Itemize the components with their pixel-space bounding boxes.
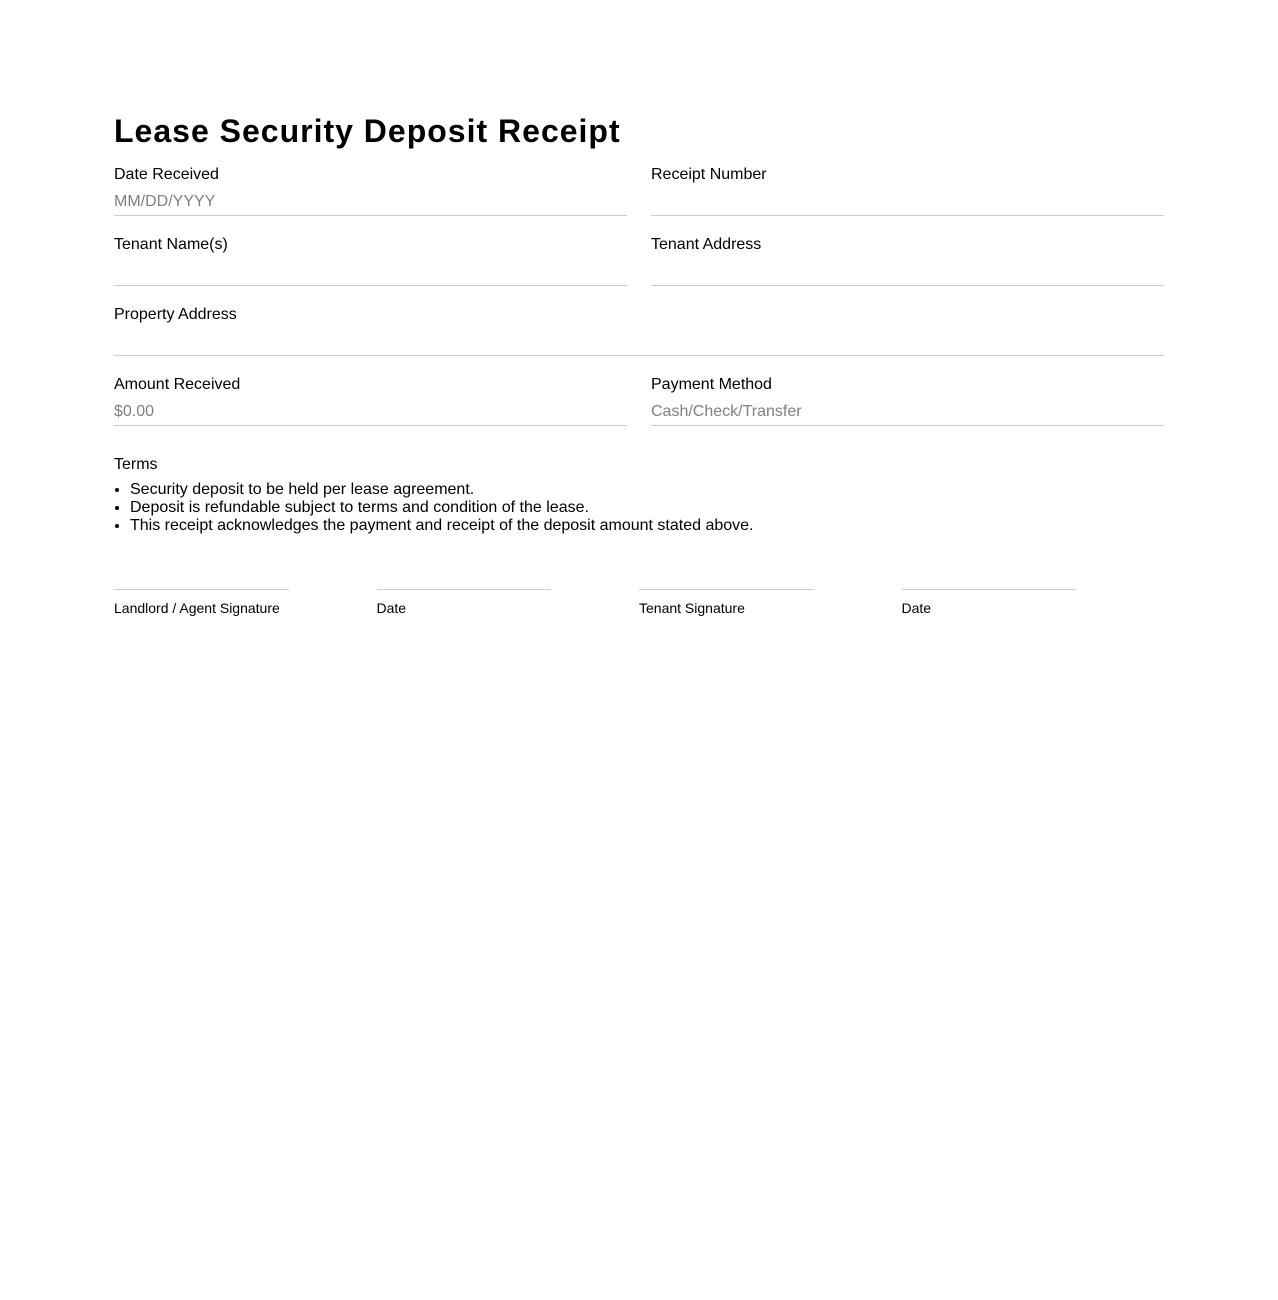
terms-item: • Deposit is refundable subject to terms and condition of the lease. (130, 499, 1164, 517)
landlord-date-line[interactable] (377, 589, 552, 590)
signature-section (114, 589, 1164, 616)
terms-item: • Security deposit to be held per lease agreement. (130, 481, 1164, 499)
date-received-input[interactable] (114, 191, 627, 216)
amount-received-input[interactable] (114, 401, 627, 426)
tenant-signature-label: Tenant Signature (639, 600, 745, 616)
tenant-names-label: Tenant Name(s) (114, 236, 228, 253)
landlord-signature-block (114, 589, 289, 616)
property-address-input[interactable] (114, 331, 1164, 356)
tenant-date-label: Date (901, 600, 932, 616)
receipt-number-field-group (651, 166, 1164, 216)
page-title: Lease Security Deposit Receipt (114, 113, 621, 149)
amount-received-label: Amount Received (114, 376, 241, 393)
amount-received-field-group (114, 376, 627, 426)
payment-method-input[interactable] (651, 401, 1164, 426)
row-property (114, 306, 1164, 356)
property-address-field-group (114, 306, 1164, 356)
receipt-number-input[interactable] (651, 191, 1164, 216)
landlord-signature-line[interactable] (114, 589, 289, 590)
tenant-signature-line[interactable] (639, 589, 814, 590)
receipt-number-label: Receipt Number (651, 166, 767, 183)
tenant-address-label: Tenant Address (651, 236, 762, 253)
terms-list (114, 481, 1164, 535)
tenant-date-line[interactable] (902, 589, 1077, 590)
tenant-names-input[interactable] (114, 261, 627, 286)
landlord-signature-label: Landlord / Agent Signature (114, 600, 280, 616)
tenant-signature-block (639, 589, 814, 616)
row-date-receipt (114, 166, 1164, 216)
property-address-label: Property Address (114, 306, 237, 323)
receipt-form (114, 110, 1164, 616)
tenant-address-input[interactable] (651, 261, 1164, 286)
payment-method-label: Payment Method (651, 376, 772, 393)
tenant-names-field-group (114, 236, 627, 286)
tenant-address-field-group (651, 236, 1164, 286)
payment-method-field-group (651, 376, 1164, 426)
terms-section (114, 456, 1164, 535)
tenant-date-block (902, 589, 1077, 616)
row-payment (114, 376, 1164, 426)
date-received-label: Date Received (114, 166, 219, 183)
landlord-date-label: Date (376, 600, 407, 616)
terms-item: • This receipt acknowledges the payment and receipt of the deposit amount stated above. (130, 517, 1164, 535)
row-tenant (114, 236, 1164, 286)
landlord-date-block (377, 589, 552, 616)
terms-title: Terms (114, 456, 158, 473)
date-received-field-group (114, 166, 627, 216)
